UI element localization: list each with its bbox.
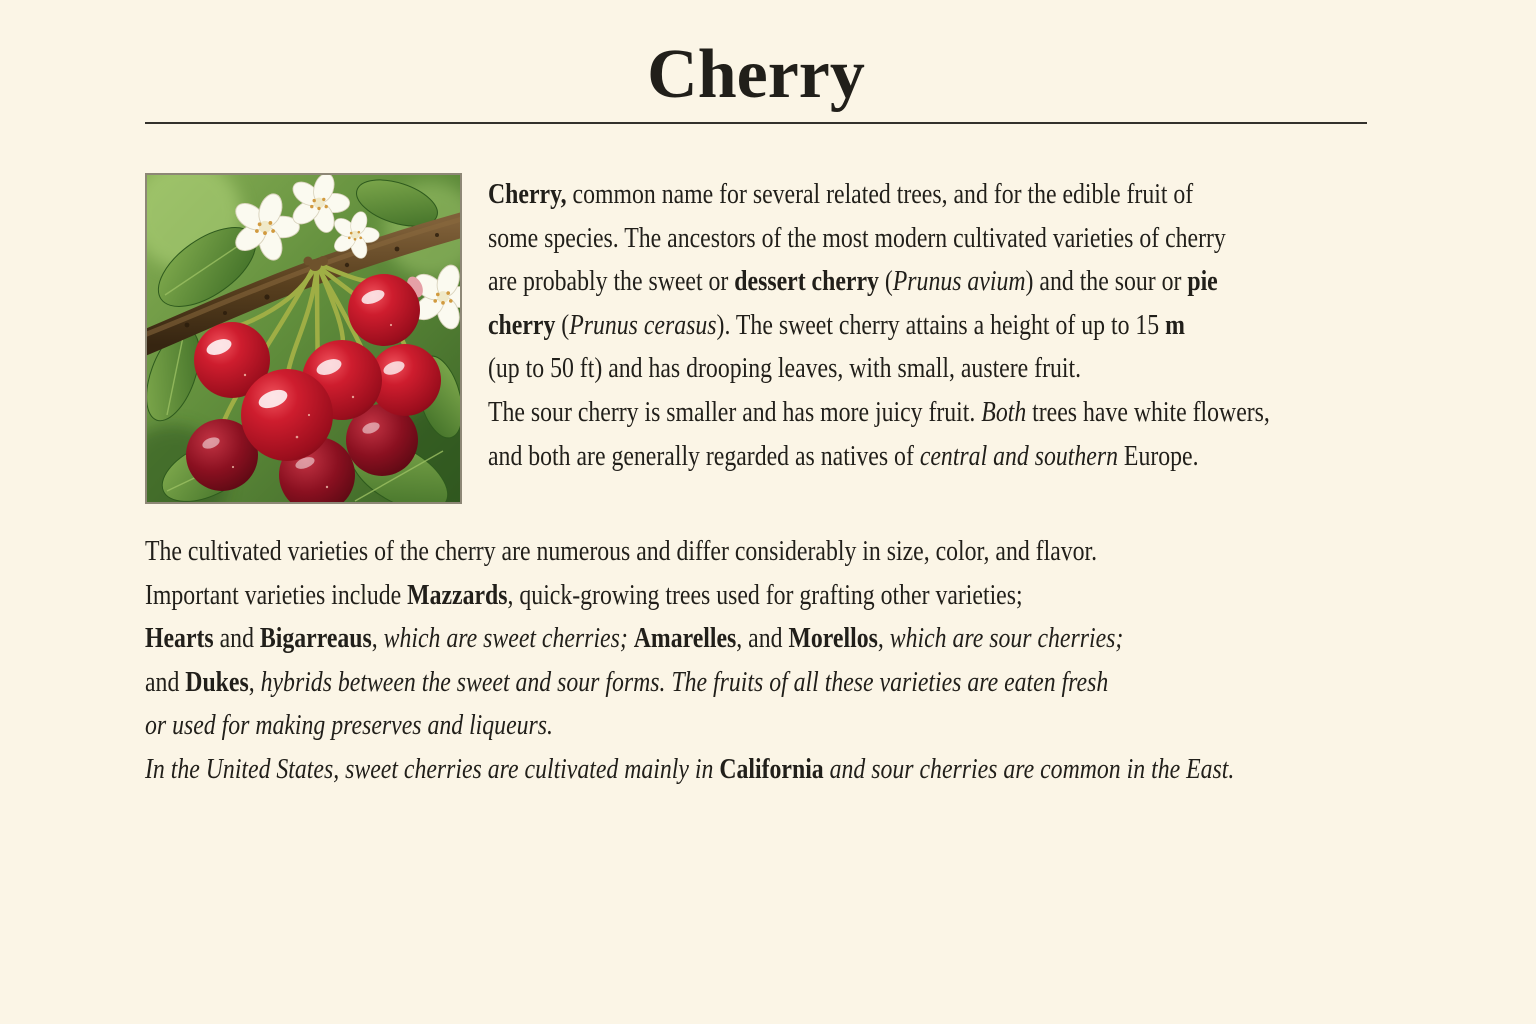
intro-line: and both are generally regarded as natives of central and southern Europe.: [488, 439, 1199, 472]
intro-line: cherry (Prunus cerasus). The sweet cherry attains a height of up to 15 m: [488, 308, 1185, 341]
body-line: The cultivated varieties of the cherry are numerous and differ considerably in size, color, and flavor.: [145, 535, 1098, 567]
page-title: Cherry: [647, 36, 865, 113]
intro-section: [145, 173, 1367, 504]
body-line: In the United States, sweet cherries are cultivated mainly in California and sour cherries are common in the East.: [145, 752, 1235, 785]
intro-line: The sour cherry is smaller and has more juicy fruit. Both trees have white flowers,: [488, 395, 1270, 428]
intro-line: (up to 50 ft) and has drooping leaves, with small, austere fruit.: [488, 352, 1082, 385]
intro-line: are probably the sweet or dessert cherry (Prunus avium) and the sour or pie: [488, 265, 1218, 298]
body-line: Important varieties include Mazzards, quick-growing trees used for grafting other varieties;: [145, 578, 1023, 611]
cherries-on-branch-photo: [145, 173, 462, 504]
cherry-photo-illustration: [147, 175, 460, 502]
title-divider: [145, 122, 1367, 124]
body-line: or used for making preserves and liqueurs.: [145, 709, 553, 742]
intro-line: some species. The ancestors of the most modern cultivated varieties of cherry: [488, 221, 1226, 254]
body-line: Hearts and Bigarreaus, which are sweet cherries; Amarelles, and Morellos, which are sour cherries;: [145, 622, 1124, 655]
intro-paragraph: [488, 173, 1270, 478]
body-line: and Dukes, hybrids between the sweet and sour forms. The fruits of all these varieties are eaten fresh: [145, 665, 1109, 698]
intro-line: Cherry, common name for several related trees, and for the edible fruit of: [488, 178, 1194, 210]
body-paragraph: [145, 530, 1235, 792]
